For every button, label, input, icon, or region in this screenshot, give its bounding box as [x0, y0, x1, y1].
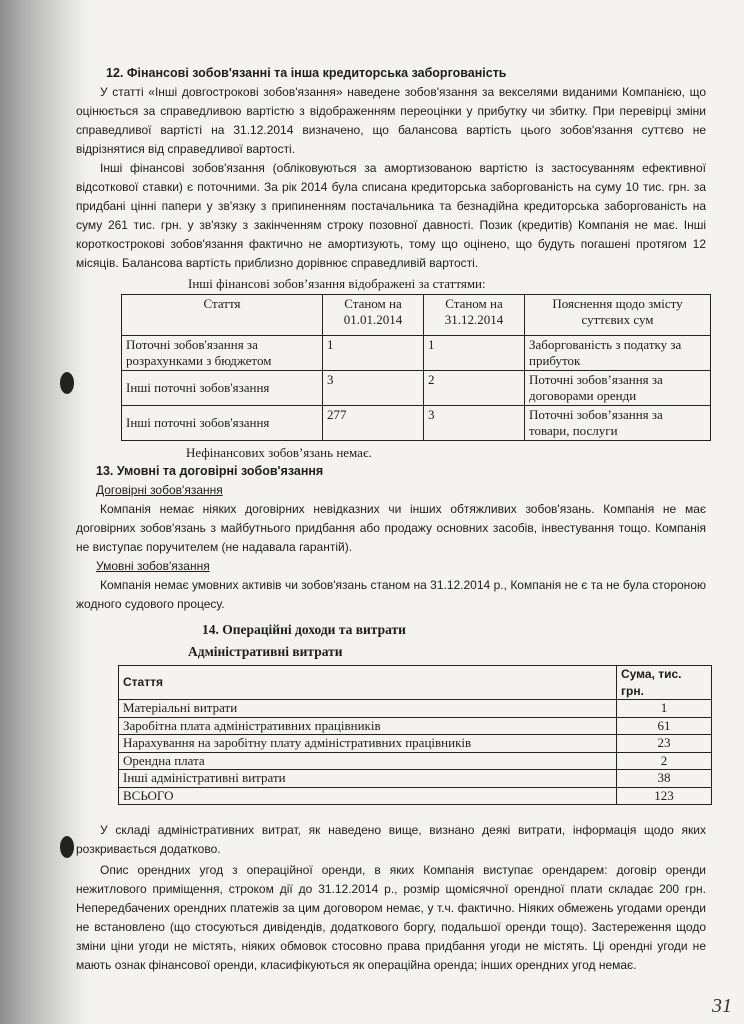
table-row [119, 735, 712, 753]
table-cell: Інші адміністративні витрати [119, 770, 617, 788]
nonfinancial-note: Нефінансових зобов’язань немає. [186, 445, 372, 460]
section-13-paragraph-1: Компанія немає ніяких договірних невідказних чи інших обтяжливих зобов'язань. Компанія не має договірних зобов'язань з майбутнього придбання або продажу основних засобів, інвестування тощо. Компанія не виступає поручителем (не надавала гарантій). [76, 502, 706, 554]
section-14-paragraph-2: Опис орендних угод з операційної оренди, в яких Компанія виступає орендарем: договір оренди нежитлового приміщення, строком дії до 31.12.2014 р., розмір щомісячної орендної плати складає 200 грн. Непередбачених орендних платежів за цим договором немає, у т.ч. фактично. Ніяких обмежень угодами оренди не встановлено (що стосуються дивідендів, додаткового боргу, подальшої оренди тощо). Застереження щодо зміни ціни угоди не містять, ніяких обмовок стосовно права придбання угоди не містять. Ці орендні угоди не мають ознак фінансової оренди, класифікуються як операційна оренда; інших орендних угод немає. [76, 863, 706, 972]
table-header-row [122, 295, 711, 336]
table-row [122, 371, 711, 406]
table-cell: Заборгованість з податку за прибуток [525, 336, 711, 371]
column-header: Стаття [119, 666, 617, 700]
page-number: 31 [712, 995, 732, 1017]
table-cell: 23 [617, 735, 712, 753]
table-cell: 123 [617, 787, 712, 805]
punch-hole [60, 836, 74, 858]
financial-liabilities-table [121, 294, 711, 441]
table-cell: Поточні зобов'язання за розрахунками з бюджетом [122, 336, 323, 371]
section-13-paragraph-2: Компанія немає умовних активів чи зобов'язань станом на 31.12.2014 р., Компанія не є та не була стороною жодного судового процесу. [76, 578, 706, 611]
table-cell: Поточні зобов’язання за договорами оренди [525, 371, 711, 406]
section-12-paragraph-2: Інші фінансові зобов'язання (обліковуються за амортизованою вартістю із застосуванням ефективної відсоткової ставки) є поточними. За рік 2014 була списана кредиторська заборгованість на суму 10 тис. грн. за придбані цінні папери у зв'язку з припиненням постачальника та безнадійна кредиторська заборгованість на суму 261 тис. грн. у зв'язку з закінченням строку позовної давності. Позик (кредитів) Компанія не має. Інші короткострокові зобов'язання фактично не амортизують, тому що оцінено, що будуть погашені протягом 12 місяців. Балансова вартість приблизно дорівнює справедливій вартості. [76, 161, 706, 270]
section-14-subheading: Адміністративні витрати [188, 644, 343, 659]
table-cell: 1 [617, 700, 712, 718]
administrative-expenses-table [118, 665, 712, 805]
table-cell: 1 [424, 336, 525, 371]
table-cell: 3 [424, 406, 525, 441]
column-header: Станом на 01.01.2014 [323, 295, 424, 336]
table-cell: 2 [424, 371, 525, 406]
section-14-paragraph-1: У складі адміністративних витрат, як наведено вище, визнано деякі витрати, інформація щодо яких розкривається додатково. [76, 823, 706, 856]
table-cell: ВСЬОГО [119, 787, 617, 805]
subheading-contingent: Умовні зобов'язання [96, 559, 210, 573]
section-12-paragraph-1: У статті «Інші довгострокові зобов'язання» наведене зобов'язання за векселями виданими Компанією, що оцінюється за справедливою вартістю з відображенням переоцінки у прибутку чи збитку. При перевірці зміни справедливої вартісті на 31.12.2014 визначено, що балансова вартість цього зобов'язання суттєво не відрізнятися від справедливої вартості. [76, 85, 706, 156]
section-14-heading: 14. Операційні доходи та витрати [202, 622, 406, 637]
table-row [119, 770, 712, 788]
table-cell: Заробітна плата адміністративних працівників [119, 717, 617, 735]
table-header-row [119, 666, 712, 700]
table-row [119, 700, 712, 718]
table-cell: Нарахування на заробітну плату адміністративних працівників [119, 735, 617, 753]
table-row [119, 717, 712, 735]
table-cell: 61 [617, 717, 712, 735]
table-cell: 3 [323, 371, 424, 406]
table-caption: Інші фінансові зобов’язання відображені за статтями: [188, 276, 486, 291]
section-12-heading: 12. Фінансові зобов'язанні та інша кредиторська заборгованість [106, 66, 507, 80]
column-header: Сума, тис. грн. [617, 666, 712, 700]
table-row [119, 752, 712, 770]
table-cell: 277 [323, 406, 424, 441]
table-cell: Матеріальні витрати [119, 700, 617, 718]
table-row [122, 336, 711, 371]
subheading-contractual: Договірні зобов'язання [96, 483, 223, 497]
table-cell: 38 [617, 770, 712, 788]
column-header: Стаття [122, 295, 323, 336]
table-cell: Орендна плата [119, 752, 617, 770]
column-header: Станом на 31.12.2014 [424, 295, 525, 336]
table-row [122, 406, 711, 441]
table-row [119, 787, 712, 805]
binding-shadow [0, 0, 88, 1024]
section-13-heading: 13. Умовні та договірні зобов'язання [96, 464, 324, 478]
table-cell: Інші поточні зобов'язання [122, 406, 323, 441]
table-cell: Інші поточні зобов'язання [122, 371, 323, 406]
table-cell: 1 [323, 336, 424, 371]
punch-hole [60, 372, 74, 394]
document-page [76, 64, 706, 975]
table-cell: Поточні зобов’язання за товари, послуги [525, 406, 711, 441]
column-header: Пояснення щодо змісту суттєвих сум [525, 295, 711, 336]
table-cell: 2 [617, 752, 712, 770]
